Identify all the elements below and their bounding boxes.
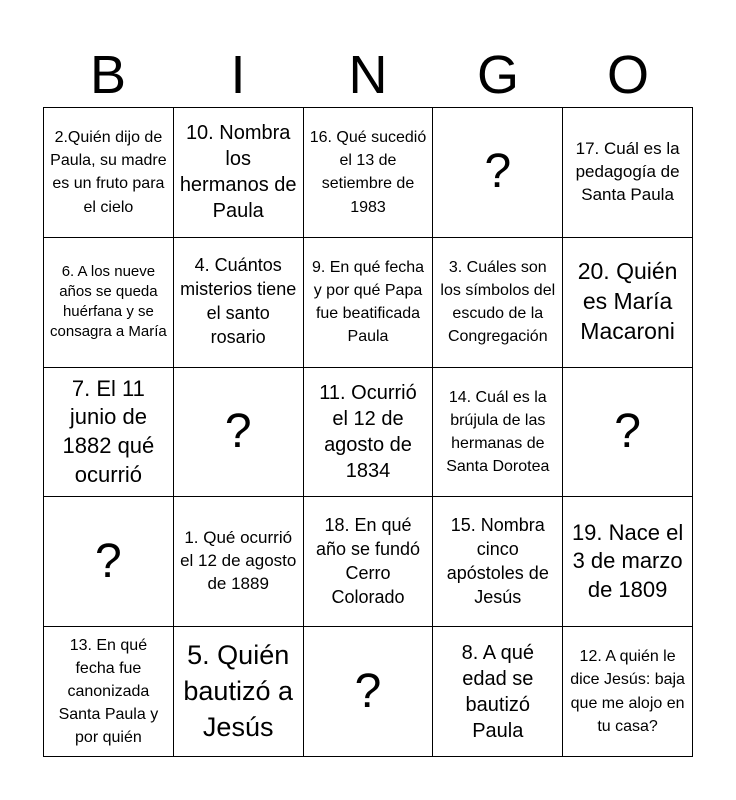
bingo-cell-r5c3[interactable]: ? bbox=[304, 627, 434, 757]
bingo-cell-r3c5[interactable]: ? bbox=[563, 368, 693, 498]
bingo-cell-r5c1[interactable]: 13. En qué fecha fue canonizada Santa Paula y por quién bbox=[44, 627, 174, 757]
bingo-cell-r2c1[interactable]: 6. A los nueve años se queda huérfana y se consagra a María bbox=[44, 238, 174, 368]
bingo-cell-r5c5[interactable]: 12. A quién le dice Jesús: baja que me alojo en tu casa? bbox=[563, 627, 693, 757]
header-letter-b: B bbox=[89, 45, 127, 105]
bingo-cell-r1c4[interactable]: ? bbox=[433, 108, 563, 238]
bingo-cell-r1c1[interactable]: 2.Quién dijo de Paula, su madre es un fruto para el cielo bbox=[44, 108, 174, 238]
bingo-cell-r2c3[interactable]: 9. En qué fecha y por qué Papa fue beatificada Paula bbox=[304, 238, 434, 368]
bingo-board bbox=[43, 107, 693, 757]
bingo-cell-r4c2[interactable]: 1. Qué ocurrió el 12 de agosto de 1889 bbox=[174, 497, 304, 627]
bingo-cell-r5c4[interactable]: 8. A qué edad se bautizó Paula bbox=[433, 627, 563, 757]
bingo-cell-r2c2[interactable]: 4. Cuántos misterios tiene el santo rosario bbox=[174, 238, 304, 368]
header-letter-o: O bbox=[606, 45, 649, 105]
bingo-cell-r1c5[interactable]: 17. Cuál es la pedagogía de Santa Paula bbox=[563, 108, 693, 238]
bingo-cell-r4c5[interactable]: 19. Nace el 3 de marzo de 1809 bbox=[563, 497, 693, 627]
bingo-cell-r3c4[interactable]: 14. Cuál es la brújula de las hermanas de Santa Dorotea bbox=[433, 368, 563, 498]
bingo-cell-r4c4[interactable]: 15. Nombra cinco apóstoles de Jesús bbox=[433, 497, 563, 627]
bingo-cell-r4c3[interactable]: 18. En qué año se fundó Cerro Colorado bbox=[304, 497, 434, 627]
bingo-cell-r3c2[interactable]: ? bbox=[174, 368, 304, 498]
bingo-cell-r2c4[interactable]: 3. Cuáles son los símbolos del escudo de la Congregación bbox=[433, 238, 563, 368]
header-letter-i: I bbox=[230, 45, 246, 105]
bingo-cell-r2c5[interactable]: 20. Quién es María Macaroni bbox=[563, 238, 693, 368]
bingo-header bbox=[43, 42, 693, 108]
bingo-cell-r4c1[interactable]: ? bbox=[44, 497, 174, 627]
bingo-cell-r1c2[interactable]: 10. Nombra los hermanos de Paula bbox=[174, 108, 304, 238]
bingo-cell-r5c2[interactable]: 5. Quién bautizó a Jesús bbox=[174, 627, 304, 757]
bingo-cell-r3c1[interactable]: 7. El 11 junio de 1882 qué ocurrió bbox=[44, 368, 174, 498]
header-letter-g: G bbox=[476, 45, 519, 105]
header-letter-n: N bbox=[348, 45, 388, 105]
bingo-cell-r3c3[interactable]: 11. Ocurrió el 12 de agosto de 1834 bbox=[304, 368, 434, 498]
bingo-cell-r1c3[interactable]: 16. Qué sucedió el 13 de setiembre de 1983 bbox=[304, 108, 434, 238]
